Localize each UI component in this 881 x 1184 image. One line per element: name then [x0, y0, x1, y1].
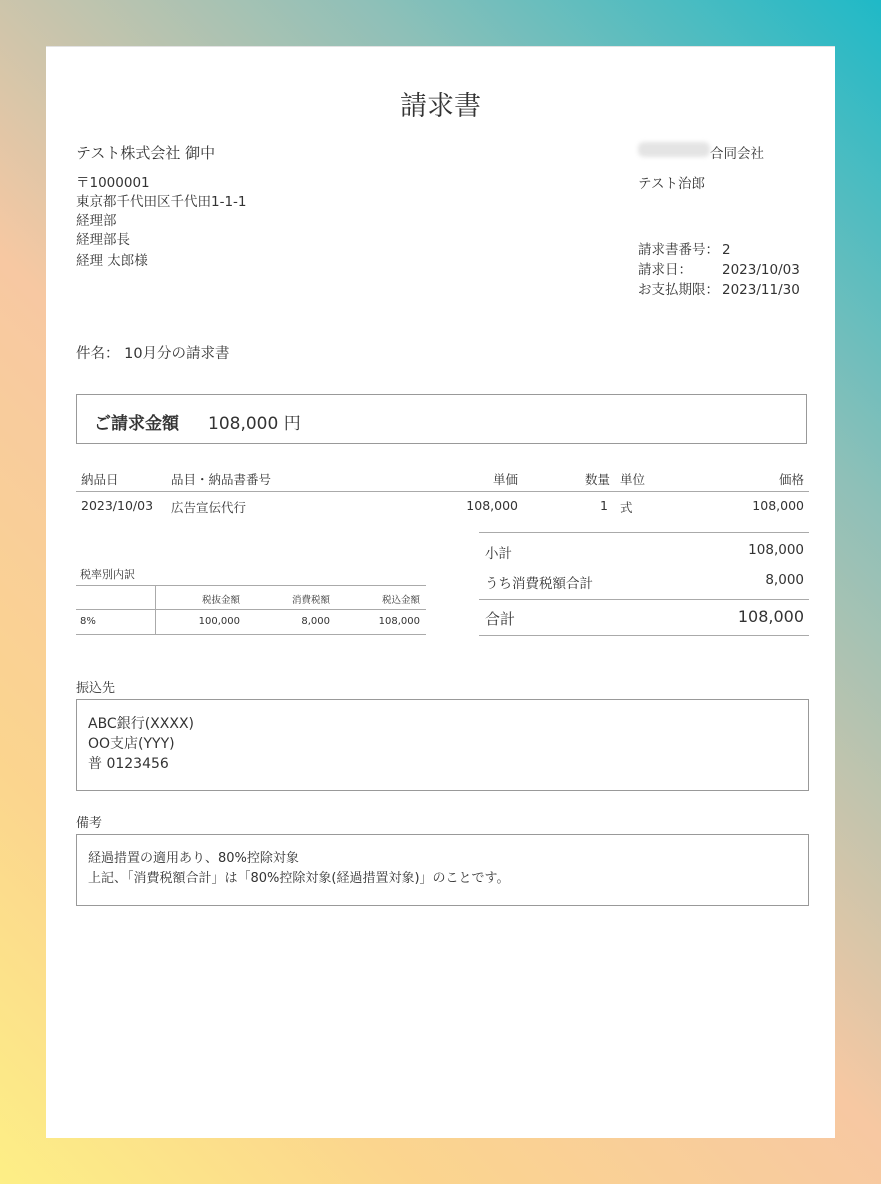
summary-top-rule [479, 532, 809, 533]
billing-amount-value: 108,000 円 [208, 414, 301, 434]
issuer-company: 合同会社 [710, 146, 764, 162]
tax-amount: 8,000 [301, 616, 330, 627]
note-line-1: 経過措置の適用あり、80%控除対象 [88, 851, 299, 866]
items-header-price: 価格 [778, 472, 804, 487]
item-date: 2023/10/03 [81, 498, 154, 513]
issuer-name-redacted [638, 142, 710, 157]
invoice-page [46, 46, 835, 1138]
subtotal-value: 108,000 [748, 542, 804, 558]
item-unit-price: 108,000 [466, 498, 518, 513]
tax-header-incl: 税込金額 [381, 595, 420, 606]
invoice-title: 請求書 [400, 91, 481, 122]
billing-amount-label: ご請求金額 [94, 414, 179, 434]
invoice-subject: 件名： 10月分の請求書 [76, 346, 230, 362]
due-date-label: お支払期限： [638, 282, 719, 298]
tax-header-excl: 税抜金額 [201, 595, 240, 606]
total-value: 108,000 [737, 607, 804, 626]
customer-address: 東京都千代田区千代田1-1-1 [76, 194, 247, 210]
note-line-2: 上記、「消費税額合計」は「80%控除対象(経過措置対象)」のことです。 [88, 871, 510, 886]
tax-rate: 8% [80, 616, 96, 627]
items-header-rule [76, 491, 809, 492]
item-unit: 式 [620, 500, 633, 515]
invoice-number: 2 [722, 242, 731, 258]
bank-section-label: 振込先 [76, 681, 116, 696]
item-quantity: 1 [600, 498, 608, 513]
tax-header-tax: 消費税額 [291, 595, 330, 606]
tax-total-value: 8,000 [765, 572, 804, 588]
bank-name: ABC銀行(XXXX) [88, 716, 194, 732]
page-top-rule [46, 46, 835, 47]
item-name: 広告宣伝代行 [171, 500, 247, 515]
tax-excl-amount: 100,000 [198, 616, 240, 627]
due-date: 2023/11/30 [722, 282, 800, 298]
items-header-quantity: 数量 [584, 472, 610, 487]
tax-table-bottom-rule [76, 634, 426, 635]
summary-bottom-rule [479, 635, 809, 636]
billing-amount-box [76, 394, 807, 444]
bank-box [76, 699, 809, 791]
items-header-unit-price: 単価 [492, 472, 518, 487]
tax-table-top-rule [76, 585, 426, 586]
bank-account: 普 0123456 [88, 756, 169, 772]
total-label: 合計 [485, 610, 516, 628]
customer-person: 経理 太郎様 [76, 253, 148, 269]
customer-postal: 〒1000001 [76, 175, 150, 191]
subtotal-label: 小計 [485, 546, 512, 562]
notes-box [76, 834, 809, 906]
tax-breakdown-table [76, 585, 426, 635]
customer-position: 経理部長 [76, 232, 130, 248]
customer-name: テスト株式会社 御中 [76, 144, 216, 162]
tax-total-label: うち消費税額合計 [485, 576, 593, 592]
tax-incl-amount: 108,000 [378, 616, 420, 627]
customer-department: 経理部 [76, 213, 117, 229]
issue-date-label: 請求日： [638, 262, 692, 278]
tax-table-mid-rule [76, 609, 426, 610]
summary-mid-rule [479, 599, 809, 600]
items-header-item: 品目・納品書番号 [171, 472, 272, 487]
items-header-unit: 単位 [620, 472, 646, 487]
tax-breakdown-caption: 税率別内訳 [80, 568, 135, 581]
item-price: 108,000 [752, 498, 804, 513]
issue-date: 2023/10/03 [722, 262, 800, 278]
bank-branch: OO支店(YYY) [88, 736, 175, 752]
tax-table-divider [155, 585, 156, 635]
issuer-person: テスト治郎 [638, 176, 705, 192]
invoice-number-label: 請求書番号： [638, 242, 719, 258]
items-header-date: 納品日 [81, 472, 119, 487]
notes-section-label: 備考 [76, 816, 103, 831]
